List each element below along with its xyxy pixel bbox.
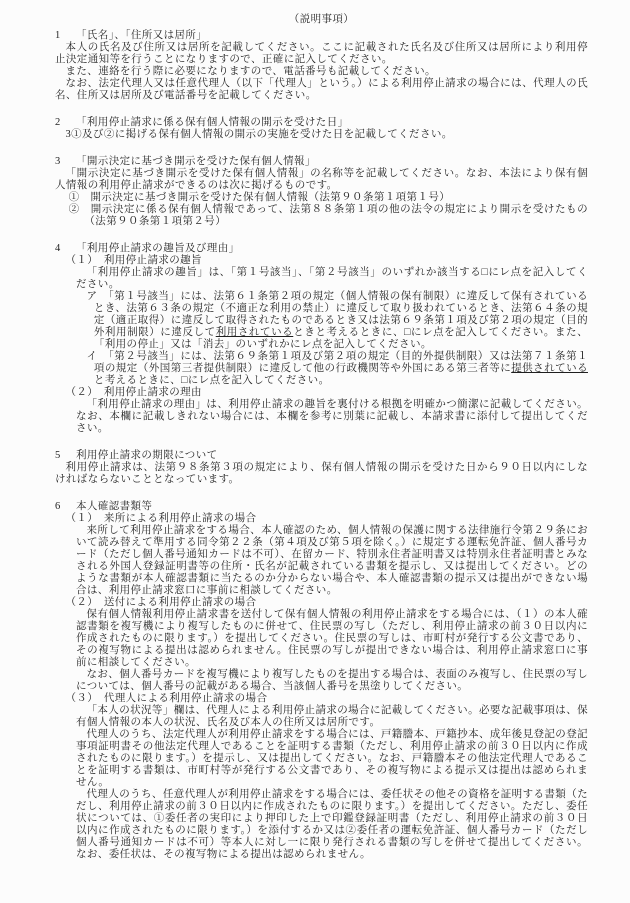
text-run: （３） 代理人による利用停止請求の場合 <box>65 693 268 704</box>
paragraph <box>55 42 588 66</box>
item-number: 3 <box>55 156 61 167</box>
item-number: 1 <box>55 30 61 41</box>
sub-paragraph <box>76 525 588 597</box>
item-heading-row <box>55 156 588 168</box>
sub-heading <box>66 597 589 609</box>
circled-list-item <box>68 192 588 204</box>
text-run: ② 開示決定に係る保有個人情報であって、法第８８条第１項の他の法令の規定により開示を受けたもの（法第９０条第１項第２号） <box>68 204 588 227</box>
paragraph <box>55 66 588 78</box>
document-body <box>55 30 588 861</box>
katakana-list-item <box>86 291 588 351</box>
text-run: 「開示決定に基づき開示を受けた保有個人情報」の名称等を記載してください。なお、本法により保有個人情報の利用停止請求ができるのは次に掲げるものです。 <box>55 168 588 191</box>
text-run: 「利用停止請求の理由」は、利用停止請求の趣旨を裏付ける根拠を明確かつ簡潔に記載してください。なお、本欄に記載しきれない場合には、本欄を参考に別葉に記載し、本請求書に添付して提出してください。 <box>76 399 588 434</box>
item-heading: 「氏名」、「住所又は居所」 <box>76 30 208 41</box>
paragraph <box>55 78 588 102</box>
text-run: 保有個人情報利用停止請求書を送付して保有個人情報の利用停止請求をする場合には、（１）の本人確認書類を複写機により複写したものに併せて、住民票の写し（ただし、利用停止請求の前３０日以内に作成されたものに限ります。）を提出してください。住民票の写しは、市町村が発行する公文書であり、その複写物による提出は認められません。住民票の写しが提出できない場合は、利用停止請求窓口に事前に相談してください。 <box>76 609 588 668</box>
text-run: （２） 利用停止請求の理由 <box>65 387 202 398</box>
item-number: 6 <box>55 501 61 512</box>
section-item-5 <box>55 450 588 486</box>
sub-paragraph <box>76 789 588 861</box>
text-run: なお、法定代理人又は任意代理人（以下「代理人」という。）による利用停止請求の場合には、代理人の氏名、住所又は居所及び電話番号を記載してください。 <box>55 78 588 101</box>
text-run: 「利用停止請求の趣旨」は、「第１号該当」、「第２号該当」のいずれか該当する□にレ点を記入してください。 <box>76 267 588 290</box>
katakana-list-item <box>86 351 588 387</box>
text-run: また、連絡を行う際に必要になりますので、電話番号も記載してください。 <box>65 66 436 77</box>
item-heading: 利用停止請求の期限について <box>76 450 218 461</box>
sub-paragraph <box>76 399 588 435</box>
sub-heading <box>66 387 589 399</box>
paragraph <box>55 462 588 486</box>
item-heading-row <box>55 30 588 42</box>
text-run: ア 「第１号該当」には、法第６１条第２項の規定（個人情報の保有制限）に違反して保有されているとき、法第６３条の規定（不適正な利用の禁止）に違反して取り扱われているとき、法第６４条の規定（適正取得）に違反して取得されたものであるとき又は法第６９条第１項及び第２項の規定（目的外利用制限）に違反して <box>86 291 588 338</box>
underlined-text: 利用されている <box>215 327 294 338</box>
text-run: 来所して利用停止請求をする場合、本人確認のため、個人情報の保護に関する法律施行令第２９条において読み替えて準用する同令第２２条（第４項及び第５項を除く。）に規定する運転免許証、個人番号カード（ただし個人番号通知カードは不可）、在留カード、特別永住者証明書又は特別永住者証明書とみなされる外国人登録証明書等の住所・氏名が記載されている書類を提示し、又は提出してください。どのような書類が本人確認書類に当たるのか分からない場合や、本人確認書類の提示又は提出ができない場合は、利用停止請求窓口に事前に相談してください。 <box>76 525 588 596</box>
item-heading: 「利用停止請求の趣旨及び理由」 <box>76 243 240 254</box>
text-run: 代理人のうち、任意代理人が利用停止請求をする場合には、委任状その他その資格を証明する書類（ただし、利用停止請求の前３０日以内に作成されたものに限ります。）を提出してください。ただし、委任状については、①委任者の実印により押印した上で印鑑登録証明書（ただし、利用停止請求の前３０日以内に作成されたものに限ります。）を添付するか又は②委任者の運転免許証、個人番号カード（ただし個人番号通知カードは不可）等本人に対し一に限り発行される書類の写しを併せて提出してください。なお、委任状は、その複写物による提出は認められません。 <box>76 789 588 860</box>
document-title: （説明事項） <box>288 14 355 25</box>
text-run: （２） 送付による利用停止請求の場合 <box>65 597 257 608</box>
sub-heading <box>66 513 589 525</box>
text-run: （１） 来所による利用停止請求の場合 <box>65 513 257 524</box>
item-number: 2 <box>55 117 61 128</box>
sub-paragraph <box>76 267 588 291</box>
sub-paragraph <box>76 705 588 729</box>
section-item-1 <box>55 30 588 102</box>
item-heading: 「利用停止請求に係る保有個人情報の開示を受けた日」 <box>76 117 349 128</box>
paragraph <box>55 129 588 141</box>
text-run: ときと考えるときに、□にレ点を記入してください。また、「利用の停止」又は「消去」のいずれかにレ点を記入してください。 <box>93 327 588 350</box>
paragraph <box>55 168 588 192</box>
section-item-3 <box>55 156 588 228</box>
text-run: と考えるときに、□にレ点を記入してください。 <box>93 375 330 386</box>
section-item-4 <box>55 243 588 435</box>
text-run: 本人の氏名及び住所又は居所を記載してください。ここに記載された氏名及び住所又は居所により利用停止決定通知等を行うことになりますので、正確に記入してください。 <box>55 42 588 65</box>
text-run: なお、個人番号カードを複写機により複写したものを提出する場合は、表面のみ複写し、住民票の写しについては、個人番号の記載がある場合、当該個人番号を黒塗りしてください。 <box>76 669 588 692</box>
text-run: （１） 利用停止請求の趣旨 <box>65 255 202 266</box>
text-run: 代理人のうち、法定代理人が利用停止請求をする場合には、戸籍謄本、戸籍抄本、成年後見登記の登記事項証明書その他法定代理人であることを証明する書類（ただし、利用停止請求の前３０日以内に作成されたものに限ります。）を提示し、又は提出してください。なお、戸籍謄本その他法定代理人であることを証明する書類は、市町村等が発行する公文書であり、その複写物による提示又は提出は認められません。 <box>76 729 588 788</box>
item-number: 5 <box>55 450 61 461</box>
sub-paragraph <box>76 669 588 693</box>
sub-heading <box>66 255 589 267</box>
sub-paragraph <box>76 609 588 669</box>
item-heading: 本人確認書類等 <box>76 501 153 512</box>
sub-heading <box>66 693 589 705</box>
item-heading-row <box>55 450 588 462</box>
circled-list-item <box>68 204 588 228</box>
text-run: イ 「第２号該当」には、法第６９条第１項及び第２項の規定（目的外提供制限）又は法第７１条第１項の規定（外国第三者提供制限）に違反して他の行政機関等や外国にある第三者等に <box>86 351 588 374</box>
text-run: ① 開示決定に基づき開示を受けた保有個人情報（法第９０条第１項第１号） <box>68 192 451 203</box>
item-heading: 「開示決定に基づき開示を受けた保有個人情報」 <box>76 156 316 167</box>
item-heading-row <box>55 501 588 513</box>
section-item-2 <box>55 117 588 141</box>
text-run: 利用停止請求は、法第９８条第３項の規定により、保有個人情報の開示を受けた日から９０日以内にしなければならないこととなっています。 <box>55 462 588 485</box>
text-run: 「本人の状況等」欄は、代理人による利用停止請求の場合に記載してください。必要な記載事項は、保有個人情報の本人の状況、氏名及び本人の住所又は居所です。 <box>76 705 588 728</box>
sub-paragraph <box>76 729 588 789</box>
item-heading-row <box>55 117 588 129</box>
underlined-text: 提供されている <box>511 363 588 374</box>
item-number: 4 <box>55 243 61 254</box>
text-run: 3①及び②に掲げる保有個人情報の開示の実施を受けた日を記載してください。 <box>65 129 453 140</box>
item-heading-row <box>55 243 588 255</box>
section-item-6 <box>55 501 588 861</box>
